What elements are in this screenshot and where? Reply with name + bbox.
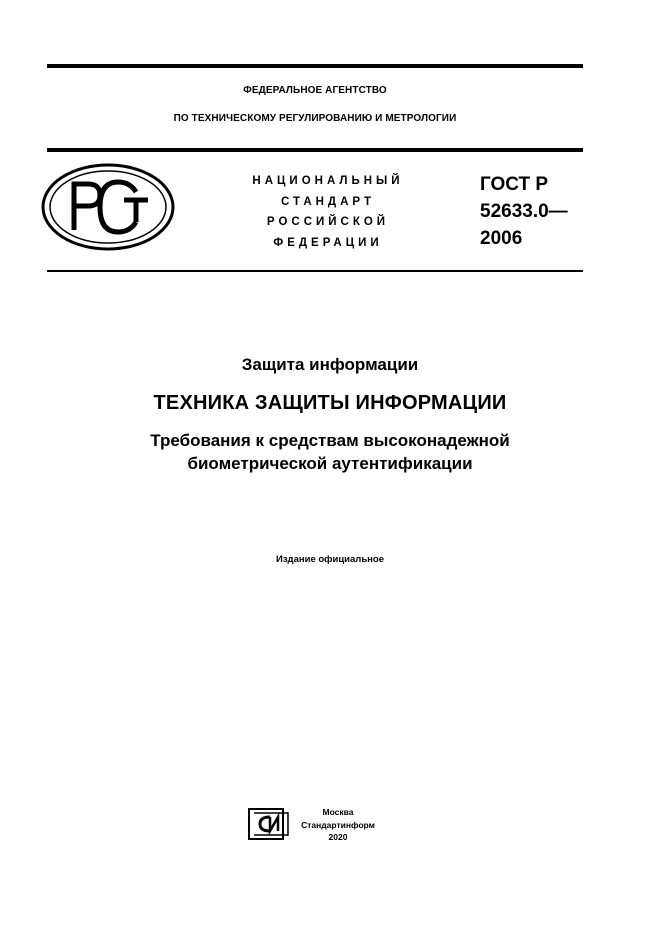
agency-line-2: ПО ТЕХНИЧЕСКОМУ РЕГУЛИРОВАНИЮ И МЕТРОЛОГИИ xyxy=(173,113,457,124)
standard-designation xyxy=(480,171,600,252)
publisher-block xyxy=(292,806,384,844)
national-standard-line-1: НАЦИОНАЛЬНЫЙ xyxy=(252,175,404,187)
publisher-name: Стандартинформ xyxy=(301,819,375,830)
national-standard-line-2: СТАНДАРТ xyxy=(281,195,375,208)
standartinform-logo-icon xyxy=(248,808,292,840)
title-main: ТЕХНИКА ЗАЩИТЫ ИНФОРМАЦИИ xyxy=(153,392,507,414)
title-subtitle xyxy=(47,429,613,475)
designation-line-1: ГОСТ Р xyxy=(480,174,549,195)
publisher-city: Москва xyxy=(322,807,354,817)
rst-certification-mark-icon xyxy=(40,162,176,252)
agency-line-1: ФЕДЕРАЛЬНОЕ АГЕНТСТВО xyxy=(243,85,387,96)
subtitle-line-2: биометрической аутентификации xyxy=(187,454,473,473)
title-subject: Защита информации xyxy=(241,355,419,374)
national-standard-label xyxy=(228,171,428,253)
top-rule xyxy=(47,64,583,68)
header-rule xyxy=(47,148,583,152)
header-bottom-rule xyxy=(47,270,583,272)
edition-label: Издание официальное xyxy=(276,554,384,565)
designation-line-3: 2006 xyxy=(480,228,523,249)
national-standard-line-4: ФЕДЕРАЦИИ xyxy=(273,236,383,249)
publisher-year: 2020 xyxy=(328,832,348,842)
subtitle-line-1: Требования к средствам высоконадежной xyxy=(150,431,510,450)
designation-line-2: 52633.0— xyxy=(480,201,568,222)
national-standard-line-3: РОССИЙСКОЙ xyxy=(266,216,390,228)
